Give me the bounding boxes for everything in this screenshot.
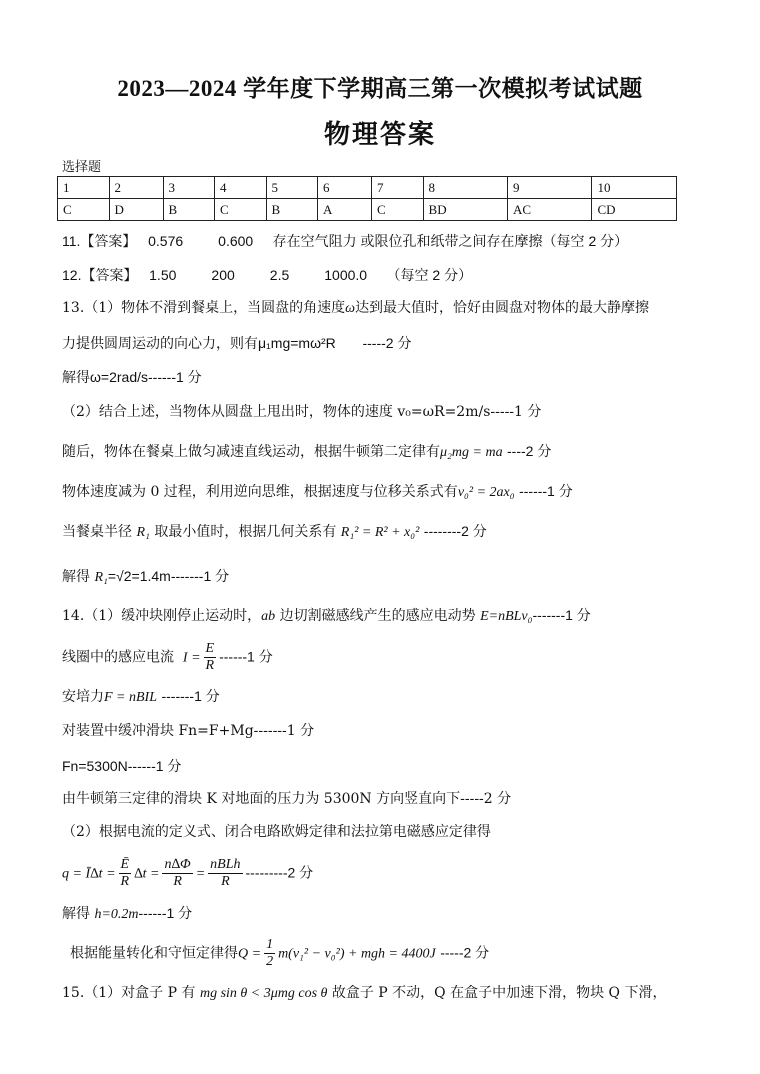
q11-answer-line (62, 231, 628, 251)
q13-text: 取最小值时，根据几何关系有 (154, 524, 337, 540)
q13-symbol: R₁ (94, 570, 108, 585)
q14-line-9 (62, 903, 192, 925)
choice-answer-table (57, 176, 677, 221)
table-cell: BD (423, 199, 507, 221)
denominator: R (205, 658, 215, 673)
q14-equation: E=nBLv₀ (480, 609, 533, 624)
table-cell: C (215, 199, 267, 221)
q13-line-2 (62, 333, 411, 354)
document-subtitle: 物理答案 (323, 120, 436, 150)
table-cell: 10 (592, 177, 677, 199)
table-cell: 6 (318, 177, 372, 199)
q12-prefix: 12.【答案】 (62, 267, 138, 283)
q14-line-8 (62, 857, 313, 890)
q13-result: =√2=1.4m-------1 分 (107, 568, 230, 584)
q14-line-7: （2）根据电流的定义式、闭合电路欧姆定律和法拉第电磁感应定律得 (62, 824, 491, 840)
table-cell: A (318, 199, 372, 221)
q12-value-3: 2.5 (269, 267, 290, 283)
denominator: R (221, 874, 230, 889)
numerator: nBLh (210, 857, 241, 872)
numerator: E (205, 641, 215, 656)
q14-text: 线圈中的感应电流 (62, 649, 174, 666)
denominator: R (120, 874, 130, 889)
q14-text: 解得 (62, 906, 90, 922)
q15-text: 故盒子 P 不动，Q 在盒子中加速下滑，物块 Q 下滑， (331, 985, 667, 1001)
q11-value-1: 0.576 (148, 233, 184, 249)
table-cell: 5 (266, 177, 318, 199)
q13-line-5 (62, 441, 551, 463)
table-cell: B (266, 199, 318, 221)
q15-text: 15.（1）对盒子 P 有 (62, 985, 196, 1001)
omega-symbol: ω (345, 301, 356, 316)
q14-text: 安培力 (62, 689, 104, 705)
q11-reason: 存在空气阻力 或限位孔和纸带之间存在摩擦（每空 2 分） (272, 233, 629, 249)
table-cell: C (58, 199, 110, 221)
q13-score: --------2 分 (423, 523, 487, 539)
q13-line-7 (62, 521, 487, 543)
q14-text: 边切割磁感线产生的感应电动势 (279, 608, 476, 624)
q12-value-2: 200 (211, 267, 235, 283)
table-cell: 2 (109, 177, 163, 199)
q13-line-4: （2）结合上述，当物体从圆盘上甩出时，物体的速度 v₀=ωR=2m/s-----1 分 (62, 404, 542, 420)
table-cell: C (372, 199, 424, 221)
q13-equation: μ₂mg = ma (440, 445, 503, 460)
table-cell: AC (508, 199, 592, 221)
numerator: Ē (120, 857, 130, 872)
q13-equation: R₁² = R² + x₀² (340, 525, 420, 540)
fraction (208, 857, 242, 890)
q14-equation: m(v₁² − v₀²) + mgh = 4400J (278, 946, 436, 962)
q14-score: ------1 分 (138, 905, 193, 921)
table-row-answers (58, 199, 677, 221)
q14-symbol: ab (261, 609, 276, 624)
q14-line-3 (62, 686, 220, 708)
table-cell: B (163, 199, 215, 221)
fraction (204, 641, 217, 674)
q13-text: 解得 (62, 569, 90, 585)
q13-line-3: 解得ω=2rad/s------1 分 (62, 369, 202, 385)
q14-score: -----2 分 (440, 944, 490, 961)
q13-text: 物体速度减为 0 过程，利用逆向思维，根据速度与位移关系式有 (62, 484, 458, 500)
q13-equation: v₀² = 2ax₀ (457, 485, 515, 500)
q13-equation: μ₁mg=mω²R (258, 335, 336, 351)
numerator: 1 (266, 937, 274, 952)
denominator: 2 (266, 954, 274, 969)
document-title: 2023—2024 学年度下学期高三第一次模拟考试试题 (117, 76, 643, 101)
q11-prefix: 11.【答案】 (62, 233, 137, 249)
table-cell: 1 (58, 177, 110, 199)
fraction (119, 857, 132, 890)
denominator: R (173, 874, 182, 889)
table-cell: 8 (423, 177, 507, 199)
table-cell: CD (592, 199, 677, 221)
q13-text: 达到最大值时，恰好由圆盘对物体的最大静摩擦 (355, 300, 650, 316)
q14-equation: h=0.2m (94, 907, 139, 922)
table-cell: 3 (163, 177, 215, 199)
table-cell: 9 (508, 177, 592, 199)
q14-equation: I = (182, 650, 201, 666)
q14-score: -------1 分 (161, 688, 220, 704)
numerator: n∆Φ (164, 857, 191, 872)
table-cell: 4 (215, 177, 267, 199)
q14-score: -------1 分 (532, 607, 591, 623)
q14-line-1 (62, 605, 591, 627)
q14-line-2 (62, 641, 273, 674)
q13-line-1 (62, 298, 649, 319)
q14-score: ------1 分 (219, 648, 273, 665)
q14-score: ---------2 分 (245, 864, 314, 881)
q14-equation: F = nBIL (104, 690, 157, 705)
choice-section-label: 选择题 (62, 160, 102, 175)
q11-value-2: 0.600 (218, 233, 254, 249)
q13-line-8 (62, 566, 229, 588)
q13-text: 随后，物体在餐桌上做匀减速直线运动，根据牛顿第二定律有 (62, 444, 440, 460)
q14-equation: Q = (238, 946, 262, 962)
q15-line-1 (62, 983, 666, 1004)
q13-text: 13.（1）物体不滑到餐桌上，当圆盘的角速度 (62, 300, 346, 316)
q14-equation: q = Ī∆t = (62, 866, 116, 882)
q13-line-6 (62, 481, 573, 503)
q14-line-10 (70, 937, 489, 970)
q14-text: 根据能量转化和守恒定律得 (70, 945, 238, 962)
q12-value-1: 1.50 (149, 267, 177, 283)
table-cell: 7 (372, 177, 424, 199)
q13-symbol: R₁ (136, 525, 150, 540)
q15-equation: mg sin θ < 3μmg cos θ (199, 986, 328, 1001)
q14-equation: = (195, 866, 206, 882)
fraction (264, 937, 275, 970)
q14-text: 14.（1）缓冲块刚停止运动时， (62, 608, 262, 624)
q14-line-4: 对装置中缓冲滑块 Fn=F+Mg-------1 分 (62, 723, 315, 739)
q14-line-5: Fn=5300N------1 分 (62, 758, 182, 774)
q12-value-4: 1000.0 (324, 267, 368, 283)
table-cell: D (109, 199, 163, 221)
q12-answer-line (62, 265, 472, 285)
q13-text: 力提供圆周运动的向心力，则有 (62, 336, 258, 352)
table-row-numbers (58, 177, 677, 199)
q14-line-6: 由牛顿第三定律的滑块 K 对地面的压力为 5300N 方向竖直向下-----2 分 (62, 791, 512, 807)
fraction (162, 857, 192, 890)
q13-score: -----2 分 (362, 335, 412, 351)
q13-score: ------1 分 (519, 483, 573, 499)
q14-equation: ∆t = (134, 866, 160, 882)
q13-score: ----2 分 (507, 443, 552, 459)
q13-text: 当餐桌半径 (62, 524, 132, 540)
q12-note: （每空 2 分） (386, 267, 473, 283)
